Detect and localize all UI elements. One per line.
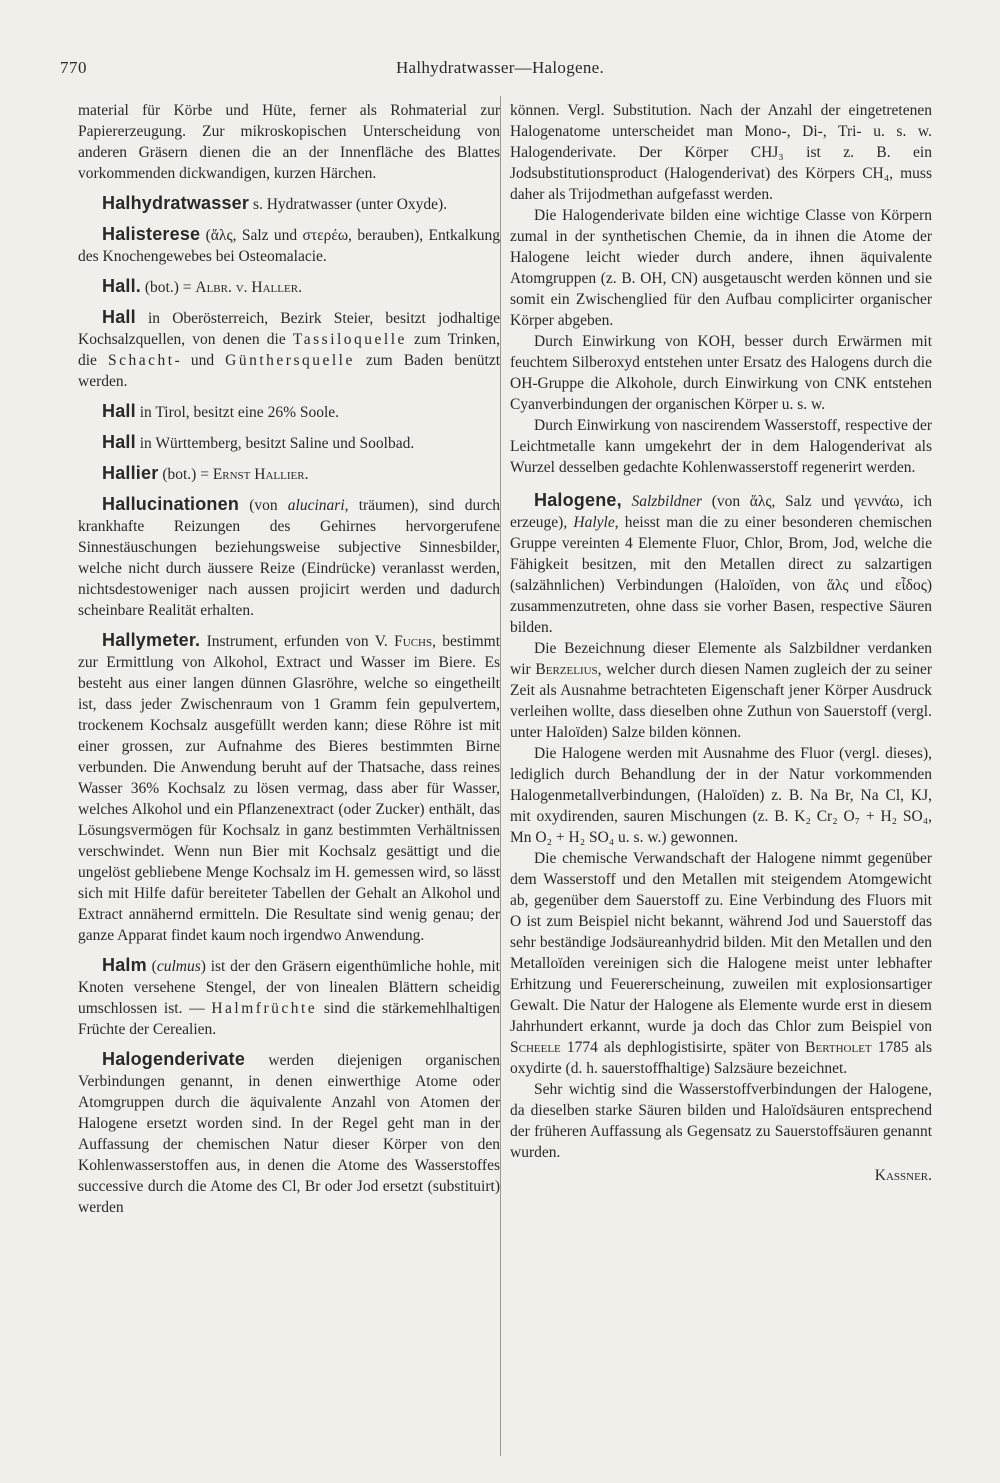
- latin-term: alucinari: [287, 497, 345, 514]
- entry-hall-oberoesterreich: [78, 307, 500, 392]
- entry-halisterese: [78, 224, 500, 267]
- paragraph-text: Die chemische Verwandschaft der Halogene nimmt gegenüber dem Wasserstoff und den Metallen mit steigendem Atomgewicht ab, gegenüber dem Sauerstoff zu. Eine Verbindung des Fluors mit O ist zum Beispiel nicht bekannt, während Jod und Sauerstoff das sehr beständige Jodsäureanhydrid bilden. Mit den Metallen und den Metalloïden vereinigen sich die Halogene meist unter lebhafter Erhitzung und Feuererscheinung, zuweilen mit explosionsartiger Gewalt. Die Natur der Halogene als Elemente wurde erst in diesem Jahrhundert erkannt, wurde ja doch das Chlor zum Beispiel von: [510, 850, 932, 1035]
- entry-text: zum Baden benützt werden.: [78, 352, 501, 390]
- entry-text: (von ἅλς, Salz und γεννάω, ich erzeuge),: [510, 493, 933, 531]
- paragraph-text: 1774 als dephlogistisirte, später von: [560, 1039, 806, 1056]
- paragraph: Die Halogenderivate bilden eine wichtige Classe von Körpern zumal in der synthetischen Chemie, da in ihnen die Atome der Halogene leicht wieder durch andere, ihnen äquivalente Atomgruppen (z. B. OH, CN) ausgetauscht werden können und sie somit ein Zwischenglied für den Aufbau complicirter organischer Körper abgeben.: [510, 207, 932, 329]
- author-signature: Kassner.: [874, 1167, 932, 1184]
- headword: Halogenderivate: [102, 1049, 246, 1069]
- continued-paragraph: können. Vergl. Substitution. Nach der Anzahl der eingetretenen Halogenatome unterscheidet man Mono-, Di-, Tri- u. s. w. Halogenderivate. Der Körper CHJ₃ ist z. B. ein Jodsubstitutionsproduct (Halogenderivat) des Körpers CH₄, muss daher als Trijodmethan aufgefasst werden.: [510, 102, 932, 203]
- paragraph-text: , welcher durch diesen Namen zugleich der zu seiner Zeit als Ausnahme betrachteten Eigenschaft jener Körper Ausdruck verleihen wollte, dass dieselben ohne Zuthun von Sauerstoff (vergl. unter Haloïden) Salze bilden können.: [510, 661, 932, 741]
- spaced-term: Tassiloquelle: [292, 331, 407, 348]
- paragraph: Sehr wichtig sind die Wasserstoffverbindungen der Halogene, da dieselben starke Säuren bilden und Haloïdsäuren entsprechend der früheren Auffassung als Gegensatz zu Sauerstoffsäuren genannt wurden.: [510, 1081, 932, 1161]
- spaced-term: Günthersquelle: [225, 352, 355, 369]
- headword: Hall: [102, 307, 136, 327]
- entry-hallucinationen: [78, 494, 500, 621]
- entry-text: , bestimmt zur Ermittlung von Alkohol, Extract und Wasser im Biere. Es besteht aus einer langen dünnen Glasröhre, welche so eingetheilt ist, dass jeder Zwischenraum von 1 Gramm fein gepulvertem, trockenem Kochsalz ausgefüllt werden kann; diese Röhre ist mit einer grossen, zur Aufnahme des Bieres bestimmten Birne verbunden. Die Anwendung beruht auf der Thatsache, dass reines Wasser 36% Kochsalz zu lösen vermag, dass aber für Wasser, welches Alkohol und ein Pflanzenextract (oder Zucker) enthält, das Lösungsvermögen für Kochsalz in ganz bestimmten Verhältnissen verschwindet. Wenn nun Bier mit Kochsalz gesättigt und die ungelöst gebliebene Menge Kochsalz im H. gemessen wird, so lässt sich mit Hilfe dafür bereiteter Tabellen der Gehalt an Alkohol und Extract annähernd ermitteln. Die Resultate sind wenig genau; der ganze Apparat findet kaum noch irgendwo Anwendung.: [78, 633, 501, 944]
- entry-text: - und: [174, 352, 226, 369]
- entry-text: Instrument, erfunden von V.: [200, 633, 395, 650]
- entry-text: sind die stärkemehlhaltigen Früchte der Cerealien.: [78, 1000, 500, 1038]
- entry-hall-wuerttemberg: [78, 432, 500, 454]
- running-title: Halhydratwasser—Halogene.: [395, 58, 605, 77]
- entry-text: ) ist der den Gräsern eigenthümliche hohle, mit Knoten versehene Stengel, der von linealen Blättern scheidig umschlossen ist. —: [78, 958, 500, 1017]
- entry-text: , träumen), sind durch krankhafte Reizungen des Gehirnes hervorgerufene Sinnestäuschungen beziehungsweise subjective Sinnesbilder, welche nicht durch äussere Reize (Eindrücke) veranlasst werden, nichtsdestoweniger nach aussen projicirt werden und dadurch scheinbare Realität erhalten.: [78, 497, 500, 619]
- spaced-term: Schacht: [108, 352, 175, 369]
- headword: Halisterese: [102, 224, 201, 244]
- entry-text: zum Trinken, die: [78, 331, 500, 369]
- left-column: [78, 100, 500, 1218]
- entry-text: (bot.) =: [141, 279, 196, 296]
- headword: Halm: [102, 955, 147, 975]
- author-name: Berzelius: [535, 661, 598, 678]
- author-name: Albr. v. Haller: [195, 279, 299, 296]
- entry-halm: [78, 955, 500, 1040]
- entry-hallymeter: [78, 630, 500, 946]
- headword: Halhydratwasser: [102, 193, 250, 213]
- author-name: Scheele: [510, 1039, 561, 1056]
- entry-text: in Oberösterreich, Bezirk Steier, besitzt jodhaltige Kochsalzquellen, von denen die: [78, 310, 500, 348]
- right-column: [510, 100, 932, 1186]
- entry-text: (ἅλς, Salz und στερέω, berauben), Entkalkung des Knochengewebes bei Osteomalacie.: [78, 227, 500, 265]
- paragraph: Durch Einwirkung von KOH, besser durch Erwärmen mit feuchtem Silberoxyd entstehen unter Ersatz des Halogens durch die OH-Gruppe die Alkohole, durch Einwirkung von CNK entstehen Cyanverbindungen der organischen Körper u. s. w.: [510, 333, 932, 413]
- entry-hall-tirol: [78, 401, 500, 423]
- entry-hall-bot: [78, 276, 500, 298]
- entry-halogenderivate: [78, 1049, 500, 1218]
- headword: Hall.: [102, 276, 142, 296]
- paragraph-text: 1785 als oxydirte (d. h. sauerstoffhaltige) Salzsäure bezeichnet.: [510, 1039, 932, 1077]
- continued-paragraph: material für Körbe und Hüte, ferner als Rohmaterial zur Papiererzeugung. Zur mikroskopischen Unterscheidung von anderen Gräsern dienen die an der Innenfläche des Blattes vorkommenden dickwandigen, kurzen Härchen.: [78, 102, 500, 182]
- column-divider: [500, 96, 501, 1456]
- entry-halhydratwasser: [78, 193, 500, 215]
- headword: Hall: [102, 401, 136, 421]
- paragraph: Durch Einwirkung von nascirendem Wasserstoff, respective der Leichtmetalle kann umgekehrt der in dem Halogenderivat als Wurzel desselben gedachte Kohlenwasserstoff regenerirt werden.: [510, 417, 932, 476]
- entry-text: , heisst man die zu einer besonderen chemischen Gruppe vereinten 4 Elemente Fluor, Chlor, Brom, Jod, welche die Fähigkeit besitzen, mit den Metallen direct zu salzartigen (salzähnlichen) Verbindungen (Haloïden, von ἅλς und εἶδος) zusammenzutreten, ohne dass sie vorher Basen, respective Säuren bilden.: [510, 514, 933, 636]
- entry-text: (bot.) =: [158, 466, 213, 483]
- page-number: 770: [60, 58, 87, 77]
- entry-text: in Württemberg, besitzt Saline und Soolbad.: [135, 435, 415, 452]
- entry-text: (: [146, 958, 157, 975]
- synonym: Salzbildner: [631, 493, 703, 510]
- headword: Hall: [102, 432, 136, 452]
- author-name: Ernst Hallier: [212, 466, 305, 483]
- author-name: Bertholet: [805, 1039, 872, 1056]
- page-header: [60, 58, 940, 86]
- headword: Halogene,: [534, 490, 622, 510]
- author-name: Fuchs: [394, 633, 433, 650]
- headword: Hallucinationen: [102, 494, 240, 514]
- spaced-term: Halmfrüchte: [211, 1000, 318, 1017]
- entry-hallier: [78, 463, 500, 485]
- entry-text: s. Hydratwasser (unter Oxyde).: [249, 196, 448, 213]
- headword: Hallymeter.: [102, 630, 201, 650]
- latin-term: culmus: [156, 958, 201, 975]
- synonym: Halyle: [573, 514, 615, 531]
- entry-text: werden diejenigen organischen Verbindungen genannt, in denen einwerthige Atome oder Atomgruppen durch die äquivalente Anzahl von Atomen der Halogene ersetzt worden sind. In der Regel geht man in der Auffassung der chemischen Natur dieser Körper von den Kohlenwasserstoffen aus, in denen die Atome des Wasserstoffes successive durch die Atome des Cl, Br oder Jod ersetzt (substituirt) werden: [78, 1052, 500, 1216]
- headword: Hallier: [102, 463, 159, 483]
- paragraph-text: Die Bezeichnung dieser Elemente als Salzbildner verdanken wir: [510, 640, 932, 678]
- paragraph: [510, 848, 932, 1079]
- entry-text: .: [304, 466, 309, 483]
- paragraph: [510, 638, 932, 743]
- entry-text: in Tirol, besitzt eine 26% Soole.: [135, 404, 340, 421]
- entry-text: (von: [239, 497, 288, 514]
- entry-text: .: [298, 279, 302, 296]
- entry-halogene: [510, 490, 932, 638]
- paragraph: Die Halogene werden mit Ausnahme des Fluor (vergl. dieses), lediglich durch Behandlung der in der Natur vorkommenden Halogenmetallverbindungen, (Haloïden) z. B. Na Br, Na Cl, KJ, mit oxydirenden, sauren Mischungen (z. B. K₂ Cr₂ O₇ + H₂ SO₄, Mn O₂ + H₂ SO₄ u. s. w.) gewonnen.: [510, 745, 932, 846]
